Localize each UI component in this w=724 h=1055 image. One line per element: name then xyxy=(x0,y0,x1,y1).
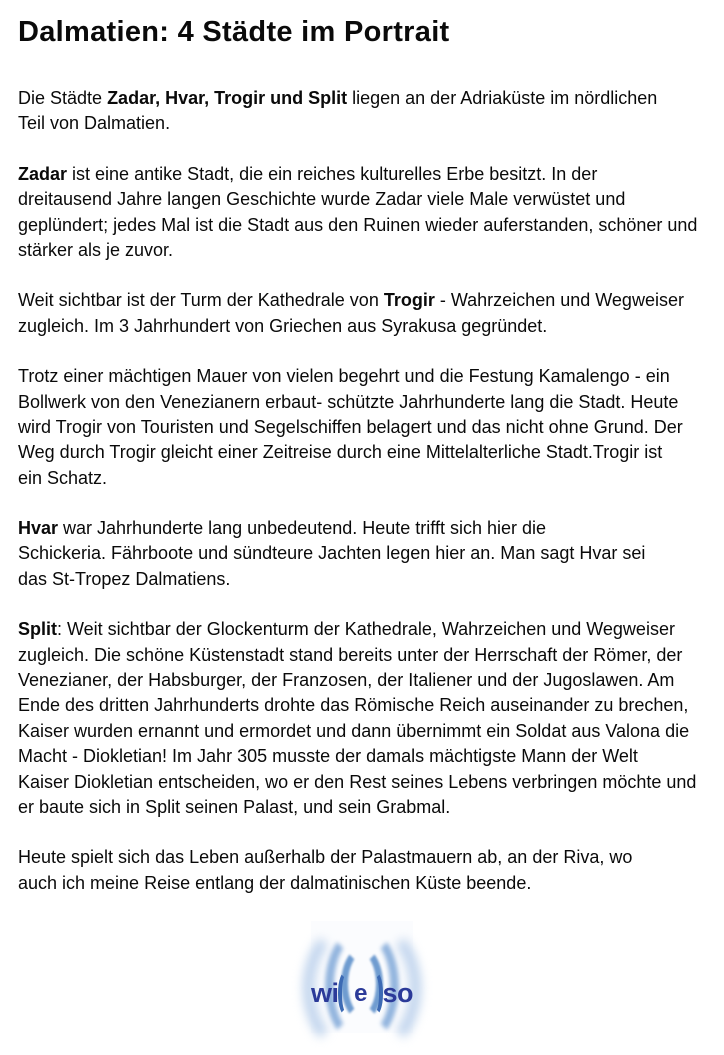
paragraph xyxy=(18,845,706,896)
document-body xyxy=(18,86,706,896)
text-run: : Weit sichtbar der Glockenturm der Kathedrale, Wahrzeichen und Wegweiser xyxy=(57,619,675,640)
text-run: Ende des dritten Jahrhunderts drohte das Römische Reich auseinander zu brechen, xyxy=(18,695,689,716)
text-run: dreitausend Jahre langen Geschichte wurde Zadar viele Male verwüstet und xyxy=(18,189,626,210)
paren-right-icon xyxy=(367,971,384,1016)
text-run: stärker als je zuvor. xyxy=(18,239,174,260)
text-run: Trogir xyxy=(383,290,435,311)
logo-box xyxy=(311,921,413,1033)
text-run: Trotz einer mächtigen Mauer von vielen begehrt und die Festung Kamalengo - ein xyxy=(18,366,670,387)
text-line xyxy=(18,643,706,668)
logo-text-prefix: wi xyxy=(311,978,339,1009)
text-line xyxy=(18,111,706,136)
text-line xyxy=(18,440,706,465)
text-line xyxy=(18,668,706,693)
text-line xyxy=(18,617,706,642)
text-line xyxy=(18,187,706,212)
text-run: wird Trogir von Touristen und Segelschiffen belagert und das nicht ohne Grund. Der xyxy=(18,416,683,437)
text-run: er baute sich in Split seinen Palast, und sein Grabmal. xyxy=(18,796,451,817)
text-run: Macht - Diokletian! Im Jahr 305 musste der damals mächtigste Mann der Welt xyxy=(18,746,638,767)
paragraph xyxy=(18,288,706,339)
text-line xyxy=(18,567,706,592)
paragraph xyxy=(18,516,706,592)
text-run: Zadar, Hvar, Trogir und Split xyxy=(107,88,348,108)
text-run: Hvar xyxy=(18,518,59,539)
text-run: Die Städte xyxy=(18,88,108,108)
text-run: Kaiser Diokletian entscheiden, wo er den Rest seines Lebens verbringen möchte und xyxy=(18,771,697,792)
paragraph xyxy=(18,86,706,137)
text-run: - Wahrzeichen und Wegweiser xyxy=(434,290,684,311)
text-line xyxy=(18,415,706,440)
text-run: das St-Tropez Dalmatiens. xyxy=(18,568,231,589)
text-run: Weit sichtbar ist der Turm der Kathedrale von xyxy=(18,290,384,311)
page-title: Dalmatien: 4 Städte im Portrait xyxy=(18,16,450,48)
paragraph xyxy=(18,364,706,491)
text-run: Split xyxy=(18,619,57,640)
logo-emphasis-letter: e xyxy=(354,979,367,1007)
text-line xyxy=(18,466,706,491)
text-run: Zadar xyxy=(18,163,68,184)
text-line xyxy=(18,744,706,769)
text-line xyxy=(18,516,706,541)
text-run: Weg durch Trogir gleicht einer Zeitreise durch eine Mittelalterliche Stadt.Trogir ist xyxy=(18,442,663,463)
text-line xyxy=(18,845,706,870)
wieso-logo xyxy=(18,921,706,1033)
text-run: Bollwerk von den Venezianern erbaut- schützte Jahrhunderte lang die Stadt. Heute xyxy=(18,391,679,412)
text-run: geplündert; jedes Mal ist die Stadt aus den Ruinen wieder auferstanden, schöner und xyxy=(18,214,698,235)
text-run: war Jahrhunderte lang unbedeutend. Heute trifft sich hier die xyxy=(58,518,547,539)
logo-wordmark xyxy=(311,971,413,1016)
text-run: Venezianer, der Habsburger, der Franzosen, der Italiener und der Jugoslawen. Am xyxy=(18,670,675,691)
text-run: Teil von Dalmatien. xyxy=(18,113,171,134)
text-run: Heute spielt sich das Leben außerhalb der Palastmauern ab, an der Riva, wo xyxy=(18,847,633,868)
text-line xyxy=(18,390,706,415)
text-line xyxy=(18,288,706,313)
text-run: Kaiser wurden ernannt und ermordet und dann übernimmt ein Soldat aus Valona die xyxy=(18,720,690,741)
paragraph xyxy=(18,617,706,820)
text-run: ein Schatz. xyxy=(18,467,108,488)
text-run: zugleich. Die schöne Küstenstadt stand bereits unter der Herrschaft der Römer, der xyxy=(18,644,683,665)
text-line xyxy=(18,86,706,111)
paren-left-icon xyxy=(338,971,355,1016)
text-line xyxy=(18,314,706,339)
text-run: ist eine antike Stadt, die ein reiches kulturelles Erbe besitzt. In der xyxy=(67,163,598,184)
text-line xyxy=(18,213,706,238)
logo-text-suffix: so xyxy=(382,978,413,1009)
text-run: Schickeria. Fährboote und sündteure Jachten legen hier an. Man sagt Hvar sei xyxy=(18,543,646,564)
text-line xyxy=(18,238,706,263)
text-line xyxy=(18,719,706,744)
text-line xyxy=(18,770,706,795)
text-run: zugleich. Im 3 Jahrhundert von Griechen aus Syrakusa gegründet. xyxy=(18,315,548,336)
text-run: auch ich meine Reise entlang der dalmatinischen Küste beende. xyxy=(18,872,532,893)
paragraph xyxy=(18,162,706,264)
text-run: liegen an der Adriaküste im nördlichen xyxy=(347,88,658,108)
text-line xyxy=(18,541,706,566)
text-line xyxy=(18,162,706,187)
text-line xyxy=(18,871,706,896)
text-line xyxy=(18,693,706,718)
text-line xyxy=(18,795,706,820)
text-line xyxy=(18,364,706,389)
